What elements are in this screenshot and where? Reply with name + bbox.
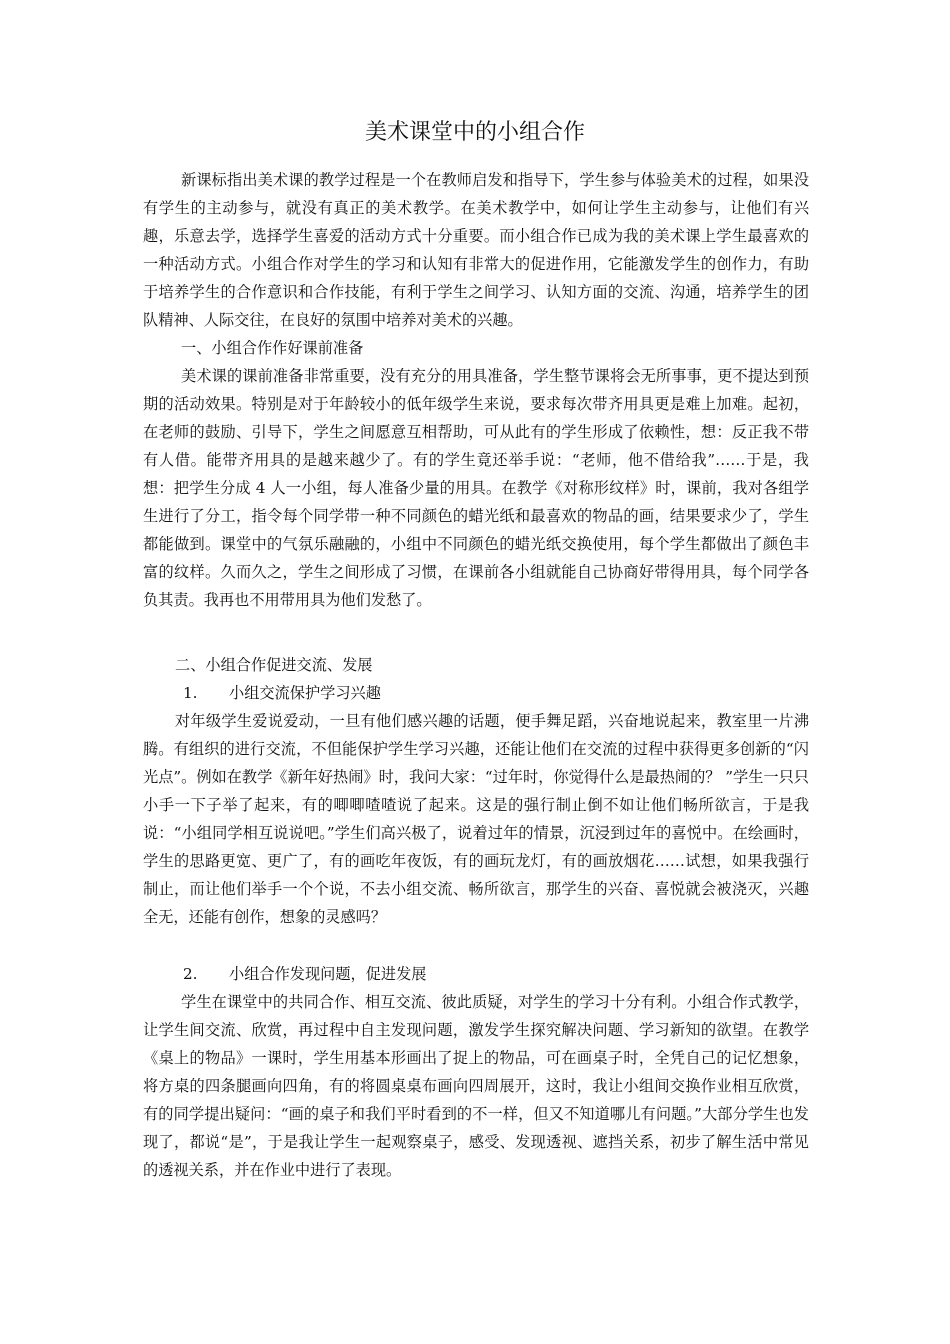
section-heading-2: 二、小组合作促进交流、发展 xyxy=(175,656,373,674)
subheading-2 xyxy=(143,960,809,988)
document-title: 美术课堂中的小组合作 xyxy=(364,120,585,145)
subheading-2-number: 2. xyxy=(183,965,198,983)
section-heading-1: 一、小组合作作好课前准备 xyxy=(181,339,364,357)
body-section-2 xyxy=(143,651,809,931)
subheading-1-number: 1. xyxy=(183,684,198,702)
paragraph-1: 美术课的课前准备非常重要，没有充分的用具准备，学生整节课将会无所事事，更不提达到预期的活动效果。特别是对于年龄较小的低年级学生来说，要求每次带齐用具更是难上加难。起初，在老师的鼓励、引导下，学生之间愿意互相帮助，可从此有的学生形成了依赖性，想：反正我不带有人借。能带齐用具的是越来越少了。有的学生竟还举手说：“老师，他不借给我”……于是，我想：把学生分成 4 人一小组，每人准备少量的用具。在教学《对称形纹样》时，课前，我对各组学生进行了分工，指令每个同学带一种不同颜色的蜡光纸和最喜欢的物品的画，结果要求少了，学生都能做到。课堂中的气氛乐融融的，小组中不同颜色的蜡光纸交换使用，每个学生都做出了颜色丰富的纹样。久而久之，学生之间形成了习惯，在课前各小组就能自己协商好带得用具，每个同学各负其责。我再也不用带用具为他们发愁了。 xyxy=(143,367,809,609)
subheading-2-text: 小组合作发现问题，促进发展 xyxy=(229,965,427,983)
paragraph-3: 学生在课堂中的共同合作、相互交流、彼此质疑，对学生的学习十分有利。小组合作式教学，让学生间交流、欣赏，再过程中自主发现问题，激发学生探究解决问题、学习新知的欲望。在教学《桌上的物品》一课时，学生用基本形画出了捉上的物品，可在画桌子时，全凭自己的记忆想象，将方桌的四条腿画向四角，有的将圆桌桌布画向四周展开，这时，我让小组间交换作业相互欣赏，有的同学提出疑问：“画的桌子和我们平时看到的不一样，但又不知道哪儿有问题。”大部分学生也发现了，都说“是”，于是我让学生一起观察桌子，感受、发现透视、遮挡关系，初步了解生活中常见的透视关系，并在作业中进行了表现。 xyxy=(143,993,809,1179)
body-section-intro xyxy=(143,166,809,614)
intro-paragraph: 新课标指出美术课的教学过程是一个在教师启发和指导下，学生参与体验美术的过程，如果没有学生的主动参与，就没有真正的美术教学。在美术教学中，如何让学生主动参与，让他们有兴趣，乐意去学，选择学生喜爱的活动方式十分重要。而小组合作已成为我的美术课上学生最喜欢的一种活动方式。小组合作对学生的学习和认知有非常大的促进作用，它能激发学生的创作力，有助于培养学生的合作意识和合作技能，有利于学生之间学习、认知方面的交流、沟通，培养学生的团队精神、人际交往，在良好的氛围中培养对美术的兴趣。 xyxy=(143,171,809,329)
subheading-1-text: 小组交流保护学习兴趣 xyxy=(229,684,381,702)
body-section-3 xyxy=(143,960,809,1184)
paragraph-2: 对年级学生爱说爱动，一旦有他们感兴趣的话题，便手舞足蹈，兴奋地说起来，教室里一片沸腾。有组织的进行交流，不但能保护学生学习兴趣，还能让他们在交流的过程中获得更多创新的“闪光点”。例如在教学《新年好热闹》时，我问大家：“过年时，你觉得什么是最热闹的？ ”学生一只只小手一下子举了起来，有的唧唧喳喳说了起来。这是的强行制止倒不如让他们畅所欲言，于是我说：“小组同学相互说说吧。”学生们高兴极了，说着过年的情景，沉浸到过年的喜悦中。在绘画时，学生的思路更宽、更广了，有的画吃年夜饭，有的画玩龙灯，有的画放烟花……试想，如果我强行制止，而让他们举手一个个说，不去小组交流、畅所欲言，那学生的兴奋、喜悦就会被浇灭，兴趣全无，还能有创作，想象的灵感吗？ xyxy=(143,712,809,926)
subheading-1 xyxy=(143,679,809,707)
